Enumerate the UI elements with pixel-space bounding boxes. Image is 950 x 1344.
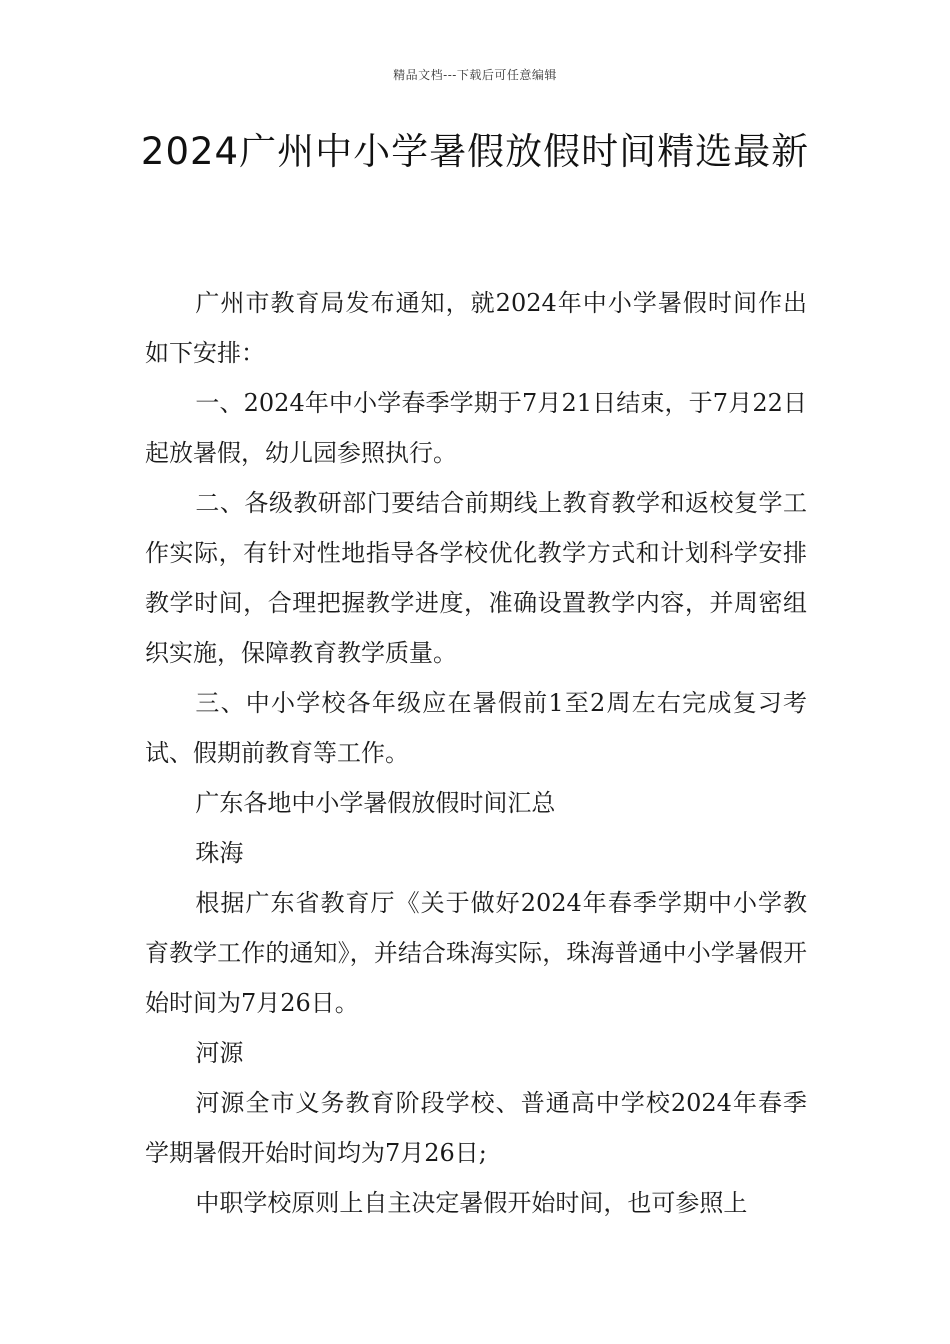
paragraph-zhuhai: 根据广东省教育厅《关于做好2024年春季学期中小学教育教学工作的通知》，并结合珠海实际，珠海普通中小学暑假开始时间为7月26日。 xyxy=(145,889,807,1017)
section-heading-summary: 广东各地中小学暑假放假时间汇总 xyxy=(195,789,556,817)
document-title: 2024广州中小学暑假放假时间精选最新 xyxy=(140,130,810,173)
header-note: 精品文档---下载后可任意编辑 xyxy=(393,68,557,82)
paragraph-intro: 广州市教育局发布通知，就2024年中小学暑假时间作出如下安排： xyxy=(145,289,807,367)
section-heading-heyuan: 河源 xyxy=(195,1039,244,1067)
paragraph-item-3: 三、中小学校各年级应在暑假前1至2周左右完成复习考试、假期前教育等工作。 xyxy=(145,689,807,767)
section-heading-zhuhai: 珠海 xyxy=(195,839,244,867)
paragraph-item-1: 一、2024年中小学春季学期于7月21日结束，于7月22日起放暑假，幼儿园参照执行。 xyxy=(145,389,807,467)
paragraph-heyuan: 河源全市义务教育阶段学校、普通高中学校2024年春季学期暑假开始时间均为7月26日; xyxy=(145,1089,807,1167)
document-body xyxy=(145,278,807,1228)
paragraph-heyuan-vocational: 中职学校原则上自主决定暑假开始时间，也可参照上 xyxy=(195,1189,748,1217)
paragraph-item-2: 二、各级教研部门要结合前期线上教育教学和返校复学工作实际，有针对性地指导各学校优化教学方式和计划科学安排教学时间，合理把握教学进度，准确设置教学内容，并周密组织实施，保障教育教学质量。 xyxy=(145,489,807,667)
